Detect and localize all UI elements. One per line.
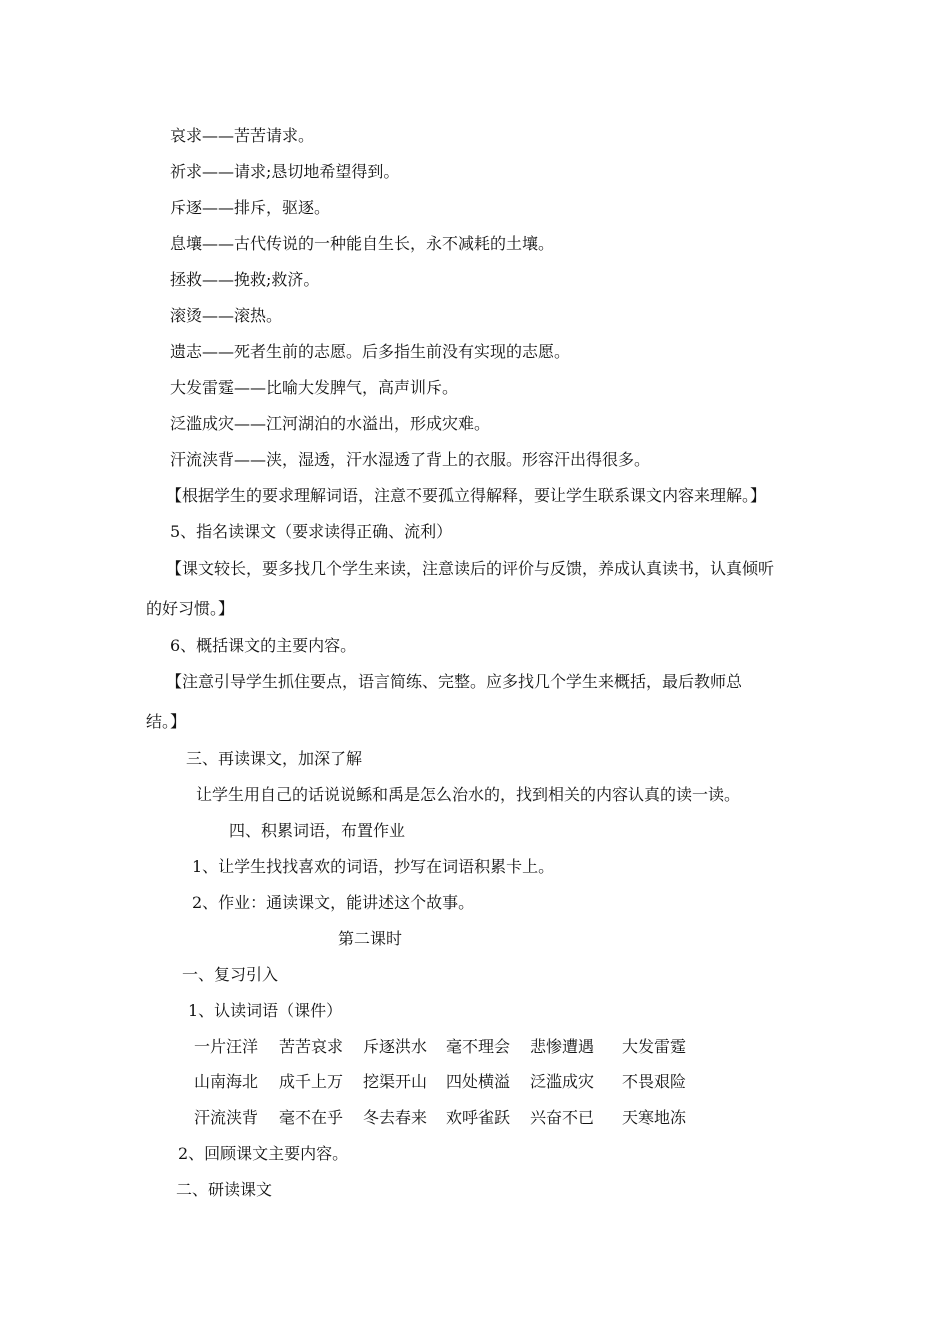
lesson-title: 第二课时	[338, 929, 403, 948]
word-grid-cell: 毫不理会	[446, 1037, 511, 1056]
list-item: 2、作业：通读课文，能讲述这个故事。	[192, 893, 475, 912]
vocab-definition: 大发雷霆——比喻大发脾气，高声训斥。	[170, 378, 459, 397]
vocab-definition: 息壤——古代传说的一种能自生长，永不减耗的土壤。	[170, 234, 555, 253]
vocab-definition: 拯救——挽救;救济。	[170, 270, 320, 289]
word-grid-row	[0, 1072, 950, 1092]
vocab-definition: 哀求——苦苦请求。	[170, 126, 315, 145]
word-grid-cell: 兴奋不已	[530, 1108, 595, 1127]
vocab-definition: 斥逐——排斥，驱逐。	[170, 198, 331, 217]
section-heading: 四、积累词语，布置作业	[229, 821, 406, 840]
word-grid-cell: 四处横溢	[446, 1072, 511, 1091]
section-heading: 一、复习引入	[182, 965, 279, 984]
word-grid-cell: 不畏艰险	[622, 1072, 687, 1091]
word-grid-cell: 泛滥成灾	[530, 1072, 595, 1091]
step-heading: 5、指名读课文（要求读得正确、流利）	[170, 522, 453, 541]
teaching-note: 【课文较长，要多找几个学生来读，注意读后的评价与反馈，养成认真读书，认真倾听	[166, 559, 775, 578]
teaching-note-continued: 的好习惯。】	[146, 599, 235, 618]
teaching-note: 【注意引导学生抓住要点，语言简练、完整。应多找几个学生来概括，最后教师总	[166, 672, 743, 691]
word-grid-row	[0, 1108, 950, 1128]
word-grid-cell: 欢呼雀跃	[446, 1108, 511, 1127]
vocab-definition: 滚烫——滚热。	[170, 306, 283, 325]
word-grid-cell: 冬去春来	[363, 1108, 428, 1127]
teaching-note-continued: 结。】	[146, 712, 187, 731]
teaching-note: 【根据学生的要求理解词语，注意不要孤立得解释，要让学生联系课文内容来理解。】	[166, 486, 767, 505]
section-heading: 三、再读课文，加深了解	[186, 749, 363, 768]
word-grid-cell: 斥逐洪水	[363, 1037, 428, 1056]
list-item: 1、让学生找找喜欢的词语，抄写在词语积累卡上。	[192, 857, 555, 876]
word-grid-cell: 毫不在乎	[279, 1108, 344, 1127]
word-grid-cell: 成千上万	[279, 1072, 344, 1091]
word-grid-cell: 天寒地冻	[622, 1108, 687, 1127]
vocab-definition: 祈求——请求;恳切地希望得到。	[170, 162, 400, 181]
word-grid-cell: 汗流浃背	[194, 1108, 259, 1127]
step-heading: 6、概括课文的主要内容。	[170, 636, 357, 655]
word-grid-cell: 苦苦哀求	[279, 1037, 344, 1056]
list-item: 1、认读词语（课件）	[188, 1001, 343, 1020]
section-heading: 二、研读课文	[176, 1180, 273, 1199]
section-paragraph: 让学生用自己的话说说鲧和禹是怎么治水的，找到相关的内容认真的读一读。	[196, 785, 741, 804]
word-grid-cell: 挖渠开山	[363, 1072, 428, 1091]
list-item: 2、回顾课文主要内容。	[178, 1144, 349, 1163]
vocab-definition: 遗志——死者生前的志愿。后多指生前没有实现的志愿。	[170, 342, 571, 361]
word-grid-cell: 一片汪洋	[194, 1037, 259, 1056]
word-grid-cell: 悲惨遭遇	[530, 1037, 595, 1056]
word-grid-cell: 大发雷霆	[622, 1037, 687, 1056]
word-grid-row	[0, 1037, 950, 1057]
vocab-definition: 泛滥成灾——江河湖泊的水溢出，形成灾难。	[170, 414, 491, 433]
word-grid-cell: 山南海北	[194, 1072, 259, 1091]
vocab-definition: 汗流浃背——浃，湿透，汗水湿透了背上的衣服。形容汗出得很多。	[170, 450, 651, 469]
